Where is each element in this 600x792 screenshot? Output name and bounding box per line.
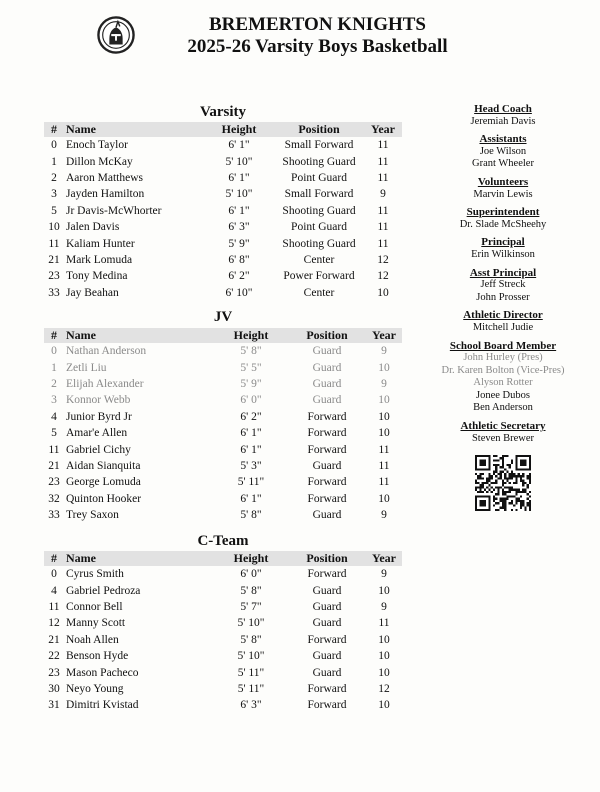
player-number: 21 bbox=[48, 633, 60, 646]
player-year: 9 bbox=[380, 188, 386, 201]
player-number: 23 bbox=[48, 476, 60, 489]
player-year: 10 bbox=[378, 427, 390, 440]
knight-crest-icon bbox=[97, 16, 135, 54]
player-year: 11 bbox=[377, 171, 389, 184]
player-year: 11 bbox=[377, 139, 389, 152]
table-row bbox=[44, 441, 402, 457]
player-height: 5' 8" bbox=[240, 584, 262, 597]
player-height: 5' 7" bbox=[240, 600, 262, 613]
jv-title: JV bbox=[213, 309, 233, 325]
player-number: 10 bbox=[48, 221, 60, 234]
col-num-header: # bbox=[44, 551, 64, 566]
player-height: 5' 11" bbox=[237, 682, 265, 695]
player-year: 10 bbox=[377, 286, 389, 299]
season-title: 2025-26 Varsity Boys Basketball bbox=[187, 36, 448, 57]
player-year: 11 bbox=[377, 221, 389, 234]
player-name: Amar'e Allen bbox=[66, 427, 128, 440]
athletic-director-label: Athletic Director bbox=[463, 309, 543, 322]
player-position: Guard bbox=[312, 600, 342, 613]
player-height: 5' 3" bbox=[240, 459, 262, 472]
col-height-header: Height bbox=[204, 122, 274, 137]
player-name: Quinton Hooker bbox=[66, 492, 142, 505]
staff-name: John Prosser bbox=[476, 291, 530, 303]
principal-label: Principal bbox=[481, 236, 525, 249]
player-name: Mason Pacheco bbox=[66, 666, 139, 679]
player-number: 21 bbox=[48, 253, 60, 266]
player-number: 0 bbox=[51, 139, 57, 152]
col-name-header: Name bbox=[64, 122, 204, 137]
player-position: Point Guard bbox=[291, 221, 347, 234]
player-name: Konnor Webb bbox=[66, 394, 131, 407]
player-height: 6' 1" bbox=[228, 139, 250, 152]
staff-name: Jeff Streck bbox=[480, 279, 526, 291]
player-number: 5 bbox=[51, 427, 57, 440]
col-year-header: Year bbox=[364, 122, 402, 137]
table-row bbox=[44, 681, 402, 697]
player-name: Manny Scott bbox=[66, 617, 126, 630]
player-height: 6' 3" bbox=[240, 699, 262, 712]
player-position: Forward bbox=[307, 633, 347, 646]
assistants-label: Assistants bbox=[479, 133, 527, 146]
player-position: Shooting Guard bbox=[282, 204, 356, 217]
player-number: 33 bbox=[48, 286, 60, 299]
player-name: Neyo Young bbox=[66, 682, 124, 695]
player-height: 5' 11" bbox=[237, 476, 265, 489]
staff-name: Jonee Dubos bbox=[476, 389, 530, 401]
table-header-row bbox=[44, 551, 402, 566]
player-number: 2 bbox=[51, 377, 57, 390]
table-row bbox=[44, 409, 402, 425]
player-year: 12 bbox=[377, 270, 389, 283]
staff-name: Erin Wilkinson bbox=[471, 248, 535, 260]
player-year: 11 bbox=[377, 237, 389, 250]
player-year: 11 bbox=[378, 476, 390, 489]
player-height: 5' 8" bbox=[240, 345, 262, 358]
player-name: Jr Davis-McWhorter bbox=[66, 204, 162, 217]
player-position: Shooting Guard bbox=[282, 237, 356, 250]
player-position: Forward bbox=[307, 699, 347, 712]
superintendent-label: Superintendent bbox=[466, 206, 540, 219]
player-position: Guard bbox=[312, 617, 342, 630]
player-position: Small Forward bbox=[284, 139, 354, 152]
table-row bbox=[44, 268, 402, 284]
table-row bbox=[44, 582, 402, 598]
player-year: 11 bbox=[378, 617, 390, 630]
player-number: 23 bbox=[48, 666, 60, 679]
player-year: 12 bbox=[378, 682, 390, 695]
player-position: Guard bbox=[312, 650, 342, 663]
col-year-header: Year bbox=[366, 551, 402, 566]
player-number: 4 bbox=[51, 584, 57, 597]
player-year: 10 bbox=[378, 584, 390, 597]
table-row bbox=[44, 648, 402, 664]
head-coach-label: Head Coach bbox=[474, 103, 532, 115]
player-number: 21 bbox=[48, 459, 60, 472]
player-height: 5' 9" bbox=[240, 377, 262, 390]
staff-name: Grant Wheeler bbox=[472, 158, 534, 170]
player-position: Guard bbox=[312, 666, 342, 679]
player-year: 9 bbox=[381, 345, 387, 358]
player-year: 9 bbox=[381, 509, 387, 522]
player-height: 5' 8" bbox=[240, 633, 262, 646]
player-number: 31 bbox=[48, 699, 60, 712]
player-position: Forward bbox=[307, 568, 347, 581]
table-row bbox=[44, 474, 402, 490]
player-year: 11 bbox=[378, 459, 390, 472]
player-number: 11 bbox=[48, 237, 60, 250]
player-number: 23 bbox=[48, 270, 60, 283]
player-height: 6' 1" bbox=[240, 427, 262, 440]
player-number: 0 bbox=[51, 568, 57, 581]
table-row bbox=[44, 343, 402, 359]
table-row bbox=[44, 507, 402, 523]
player-height: 6' 3" bbox=[228, 221, 250, 234]
school-title: BREMERTON KNIGHTS bbox=[209, 14, 426, 35]
player-name: Mark Lomuda bbox=[66, 253, 133, 266]
player-name: Aaron Matthews bbox=[66, 171, 143, 184]
staff-name: Steven Brewer bbox=[471, 432, 535, 444]
table-header-row bbox=[44, 122, 402, 137]
table-row bbox=[44, 186, 402, 202]
player-name: Dimitri Kvistad bbox=[66, 699, 139, 712]
col-position-header: Position bbox=[274, 122, 364, 137]
staff-name: Joe Wilson bbox=[479, 145, 527, 157]
player-position: Center bbox=[303, 286, 335, 299]
cteam-roster-table bbox=[44, 551, 402, 714]
player-year: 12 bbox=[377, 253, 389, 266]
player-number: 11 bbox=[48, 443, 60, 456]
player-height: 6' 0" bbox=[240, 394, 262, 407]
player-number: 22 bbox=[48, 650, 60, 663]
staff-sidebar bbox=[430, 103, 576, 511]
col-height-header: Height bbox=[214, 328, 288, 343]
staff-name: Ben Anderson bbox=[473, 402, 533, 414]
staff-name: John Hurley (Pres) bbox=[463, 352, 543, 364]
player-height: 5' 10" bbox=[237, 617, 265, 630]
player-name: Enoch Taylor bbox=[66, 139, 128, 152]
player-height: 6' 0" bbox=[240, 568, 262, 581]
col-height-header: Height bbox=[214, 551, 288, 566]
player-name: Gabriel Cichy bbox=[66, 443, 131, 456]
player-year: 10 bbox=[378, 650, 390, 663]
player-name: Jayden Hamilton bbox=[66, 188, 145, 201]
player-position: Guard bbox=[312, 459, 342, 472]
player-name: Junior Byrd Jr bbox=[66, 410, 132, 423]
col-num-header: # bbox=[44, 122, 64, 137]
table-row bbox=[44, 632, 402, 648]
school-board-label: School Board Member bbox=[449, 339, 557, 352]
player-name: Cyrus Smith bbox=[66, 568, 124, 581]
player-name: Connor Bell bbox=[66, 600, 123, 613]
jv-roster-table bbox=[44, 328, 402, 523]
staff-name: Dr. Karen Bolton (Vice-Pres) bbox=[441, 364, 565, 376]
player-name: Jay Beahan bbox=[66, 286, 119, 299]
player-name: Nathan Anderson bbox=[66, 345, 147, 358]
player-height: 6' 1" bbox=[228, 171, 250, 184]
col-num-header: # bbox=[44, 328, 64, 343]
player-position: Forward bbox=[307, 492, 347, 505]
cteam-title: C-Team bbox=[197, 533, 249, 549]
player-year: 11 bbox=[378, 443, 390, 456]
player-year: 10 bbox=[378, 699, 390, 712]
player-name: Aidan Sianquita bbox=[66, 459, 141, 472]
player-name: Benson Hyde bbox=[66, 650, 129, 663]
player-position: Forward bbox=[307, 410, 347, 423]
staff-name: Alyson Rotter bbox=[473, 377, 533, 389]
player-number: 3 bbox=[51, 394, 57, 407]
table-row bbox=[44, 615, 402, 631]
player-name: Zetli Liu bbox=[66, 361, 107, 374]
player-number: 2 bbox=[51, 171, 57, 184]
player-position: Guard bbox=[312, 394, 342, 407]
qr-code-icon[interactable] bbox=[475, 455, 531, 511]
table-row bbox=[44, 235, 402, 251]
player-number: 5 bbox=[51, 204, 57, 217]
table-row bbox=[44, 566, 402, 582]
player-number: 0 bbox=[51, 345, 57, 358]
col-position-header: Position bbox=[288, 551, 366, 566]
player-number: 32 bbox=[48, 492, 60, 505]
player-name: Gabriel Pedroza bbox=[66, 584, 141, 597]
player-position: Guard bbox=[312, 377, 342, 390]
table-row bbox=[44, 376, 402, 392]
table-row bbox=[44, 170, 402, 186]
player-position: Guard bbox=[312, 345, 342, 358]
player-position: Small Forward bbox=[284, 188, 354, 201]
player-position: Guard bbox=[312, 509, 342, 522]
player-position: Guard bbox=[312, 361, 342, 374]
table-row bbox=[44, 137, 402, 153]
table-row bbox=[44, 285, 402, 301]
player-position: Forward bbox=[307, 476, 347, 489]
player-height: 6' 1" bbox=[228, 204, 250, 217]
player-height: 5' 11" bbox=[237, 666, 265, 679]
player-height: 6' 8" bbox=[228, 253, 250, 266]
player-position: Shooting Guard bbox=[282, 155, 356, 168]
player-number: 33 bbox=[48, 509, 60, 522]
player-name: Tony Medina bbox=[66, 270, 128, 283]
player-height: 5' 5" bbox=[240, 361, 262, 374]
staff-name: Mitchell Judie bbox=[472, 321, 534, 333]
player-year: 10 bbox=[378, 633, 390, 646]
table-row bbox=[44, 599, 402, 615]
staff-name: Jeremiah Davis bbox=[470, 115, 536, 127]
asst-principal-label: Asst Principal bbox=[469, 266, 537, 279]
player-year: 10 bbox=[378, 410, 390, 423]
athletic-secretary-label: Athletic Secretary bbox=[460, 420, 546, 433]
table-row bbox=[44, 219, 402, 235]
table-row bbox=[44, 203, 402, 219]
player-height: 6' 2" bbox=[240, 410, 262, 423]
player-name: Kaliam Hunter bbox=[66, 237, 135, 250]
player-height: 6' 2" bbox=[228, 270, 250, 283]
player-name: Trey Saxon bbox=[66, 509, 119, 522]
player-height: 5' 8" bbox=[240, 509, 262, 522]
table-row bbox=[44, 153, 402, 169]
player-year: 9 bbox=[381, 377, 387, 390]
col-name-header: Name bbox=[64, 328, 214, 343]
table-row bbox=[44, 425, 402, 441]
player-height: 6' 1" bbox=[240, 443, 262, 456]
player-height: 6' 1" bbox=[240, 492, 262, 505]
player-name: Dillon McKay bbox=[66, 155, 133, 168]
staff-name: Marvin Lewis bbox=[473, 188, 533, 200]
table-header-row bbox=[44, 328, 402, 343]
player-year: 10 bbox=[378, 492, 390, 505]
player-number: 3 bbox=[51, 188, 57, 201]
player-year: 11 bbox=[377, 155, 389, 168]
player-number: 4 bbox=[51, 410, 57, 423]
player-year: 10 bbox=[378, 361, 390, 374]
table-row bbox=[44, 664, 402, 680]
col-position-header: Position bbox=[288, 328, 366, 343]
player-height: 5' 10" bbox=[225, 188, 253, 201]
player-position: Center bbox=[303, 253, 335, 266]
player-name: Elijah Alexander bbox=[66, 377, 144, 390]
player-number: 1 bbox=[51, 155, 57, 168]
table-row bbox=[44, 252, 402, 268]
table-row bbox=[44, 392, 402, 408]
player-year: 10 bbox=[378, 394, 390, 407]
player-height: 5' 10" bbox=[237, 650, 265, 663]
player-name: Noah Allen bbox=[66, 633, 119, 646]
player-year: 9 bbox=[381, 568, 387, 581]
table-row bbox=[44, 458, 402, 474]
player-height: 5' 9" bbox=[228, 237, 250, 250]
table-row bbox=[44, 491, 402, 507]
player-position: Forward bbox=[307, 443, 347, 456]
volunteers-label: Volunteers bbox=[477, 175, 529, 188]
player-number: 11 bbox=[48, 600, 60, 613]
player-year: 11 bbox=[377, 204, 389, 217]
player-position: Point Guard bbox=[291, 171, 347, 184]
player-number: 1 bbox=[51, 361, 57, 374]
player-height: 5' 10" bbox=[225, 155, 253, 168]
player-name: Jalen Davis bbox=[66, 221, 120, 234]
player-year: 10 bbox=[378, 666, 390, 679]
player-number: 30 bbox=[48, 682, 60, 695]
col-year-header: Year bbox=[366, 328, 402, 343]
staff-name: Dr. Slade McSheehy bbox=[459, 218, 547, 230]
col-name-header: Name bbox=[64, 551, 214, 566]
table-row bbox=[44, 359, 402, 375]
player-position: Forward bbox=[307, 682, 347, 695]
varsity-roster-table bbox=[44, 122, 402, 301]
player-name: George Lomuda bbox=[66, 476, 141, 489]
player-year: 9 bbox=[381, 600, 387, 613]
player-number: 12 bbox=[48, 617, 60, 630]
player-position: Power Forward bbox=[283, 270, 355, 283]
table-row bbox=[44, 697, 402, 713]
player-position: Guard bbox=[312, 584, 342, 597]
player-height: 6' 10" bbox=[225, 286, 253, 299]
varsity-title: Varsity bbox=[199, 104, 247, 120]
player-position: Forward bbox=[307, 427, 347, 440]
